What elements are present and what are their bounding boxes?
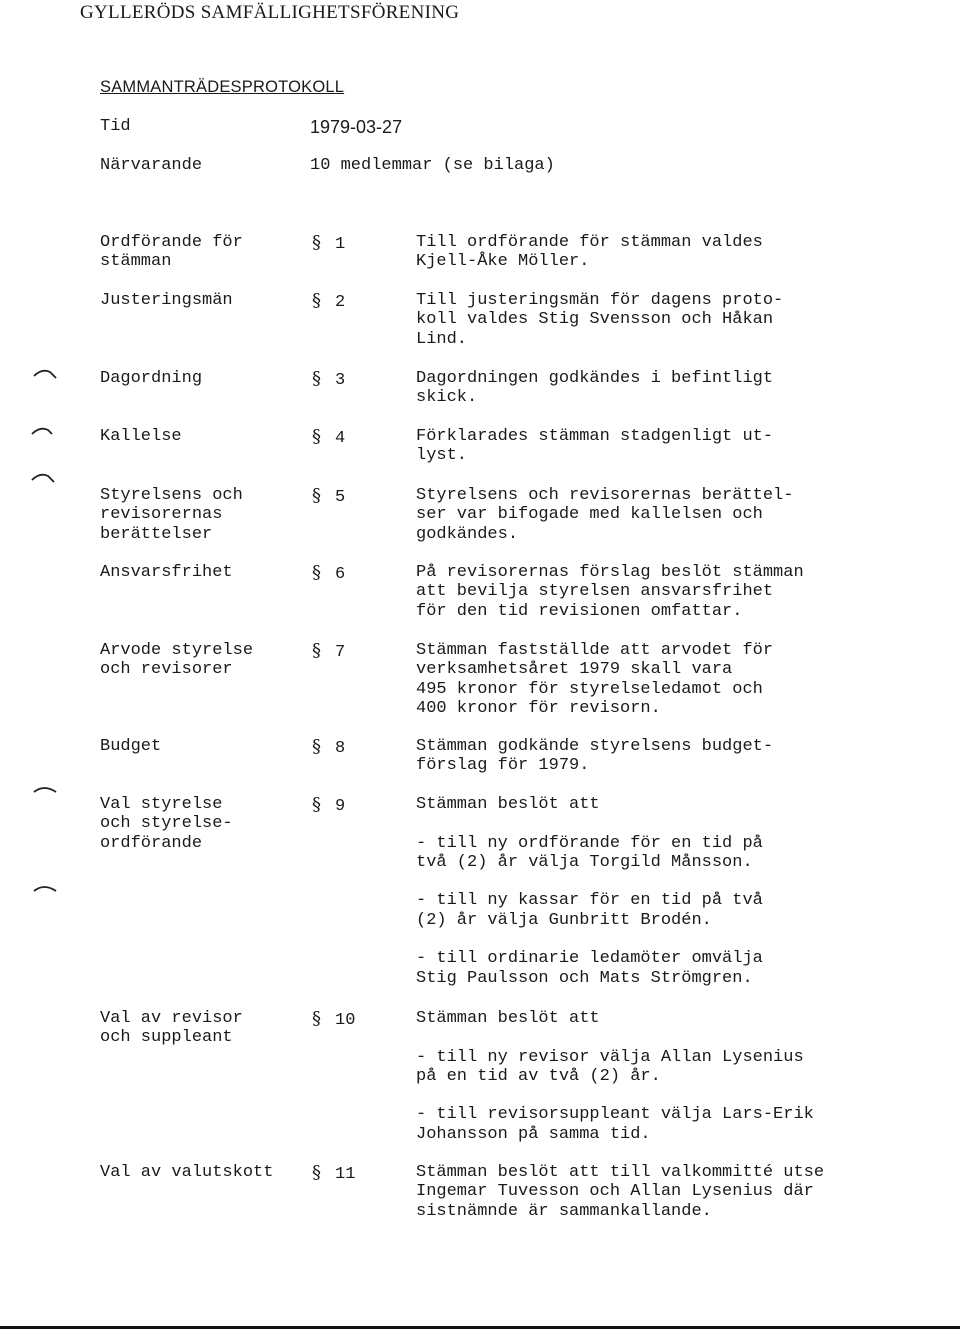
paragraph-number: 6	[335, 565, 346, 584]
item-topic: Ordförande för stämman	[100, 233, 243, 272]
item-body	[416, 233, 886, 272]
item-text: - till revisorsuppleant välja Lars-Erik Johansson på samma tid.	[416, 1105, 814, 1144]
paragraph-marker	[312, 641, 345, 662]
item-body	[416, 641, 886, 718]
section-sign-icon: §	[312, 736, 321, 757]
paragraph-marker	[312, 1009, 355, 1030]
paragraph-number: 11	[335, 1165, 356, 1184]
section-sign-icon: §	[312, 485, 321, 506]
item-topic: Val av revisor och suppleant	[100, 1009, 243, 1048]
date-label: Tid	[100, 117, 131, 136]
item-topic: Val av valutskott	[100, 1163, 274, 1182]
item-text: Förklarades stämman stadgenligt ut- lyst.	[416, 427, 774, 466]
attendees-label: Närvarande	[100, 156, 203, 175]
item-text: - till ordinarie ledamöter omvälja Stig Paulsson och Mats Strömgren.	[416, 949, 763, 988]
paragraph-marker	[312, 291, 345, 312]
paragraph-marker	[312, 369, 345, 390]
paragraph-marker	[312, 563, 345, 584]
section-sign-icon: §	[312, 562, 321, 583]
item-text: Styrelsens och revisorernas berättel- ser var bifogade med kallelsen och godkändes.	[416, 486, 794, 544]
date-value: 1979-03-27	[310, 117, 403, 137]
item-body	[416, 291, 886, 349]
item-body	[416, 1163, 886, 1221]
item-body	[416, 486, 886, 544]
section-sign-icon: §	[312, 368, 321, 389]
paragraph-marker	[312, 795, 345, 816]
paragraph-number: 7	[335, 643, 346, 662]
paragraph-marker	[312, 233, 345, 254]
item-text: - till ny revisor välja Allan Lysenius på en tid av två (2) år.	[416, 1047, 804, 1086]
paragraph-number: 10	[335, 1011, 356, 1030]
item-text: Till ordförande för stämman valdes Kjell-Åke Möller.	[416, 233, 763, 272]
item-topic: Val styrelse och styrelse- ordförande	[100, 795, 233, 853]
attendees-value: 10 medlemmar (se bilaga)	[310, 156, 555, 175]
paragraph-number: 3	[335, 371, 346, 390]
section-sign-icon: §	[312, 1008, 321, 1029]
item-text: Stämman godkände styrelsens budget- förslag för 1979.	[416, 737, 774, 776]
item-body	[416, 369, 886, 408]
section-sign-icon: §	[312, 426, 321, 447]
section-sign-icon: §	[312, 232, 321, 253]
margin-tick-mark	[32, 881, 60, 895]
item-text: På revisorernas förslag beslöt stämman att bevilja styrelsen ansvarsfrihet för den tid revisionen omfattar.	[416, 563, 804, 621]
margin-tick-mark	[30, 424, 58, 438]
paragraph-number: 8	[335, 739, 346, 758]
item-body	[416, 427, 886, 466]
item-topic: Kallelse	[100, 427, 182, 446]
paragraph-number: 9	[335, 797, 346, 816]
paragraph-number: 4	[335, 429, 346, 448]
paragraph-marker	[312, 1163, 355, 1184]
item-text: Till justeringsmän för dagens proto- koll valdes Stig Svensson och Håkan Lind.	[416, 291, 784, 349]
document-title: SAMMANTRÄDESPROTOKOLL	[100, 78, 345, 96]
item-topic: Justeringsmän	[100, 291, 233, 310]
item-text: Stämman beslöt att	[416, 1009, 600, 1028]
item-text: Stämman beslöt att	[416, 795, 600, 814]
section-sign-icon: §	[312, 1162, 321, 1183]
item-text: Stämman beslöt att till valkommitté utse Ingemar Tuvesson och Allan Lysenius där sistnämnde är sammankallande.	[416, 1163, 825, 1221]
item-topic: Dagordning	[100, 369, 203, 388]
item-body	[416, 1009, 886, 1144]
section-sign-icon: §	[312, 290, 321, 311]
margin-tick-mark	[30, 470, 58, 484]
item-body	[416, 563, 886, 621]
item-text: Stämman fastställde att arvodet för verksamhetsåret 1979 skall vara 495 kronor för styrelseledamot och 400 kronor för revisorn.	[416, 641, 774, 718]
paragraph-marker	[312, 486, 345, 507]
item-topic: Ansvarsfrihet	[100, 563, 233, 582]
bottom-rule	[0, 1326, 960, 1329]
item-text: - till ny kassar för en tid på två (2) år välja Gunbritt Brodén.	[416, 891, 763, 930]
item-body	[416, 795, 886, 988]
item-text: - till ny ordförande för en tid på två (2) år välja Torgild Månsson.	[416, 833, 763, 872]
paragraph-number: 5	[335, 488, 346, 507]
item-body	[416, 737, 886, 776]
margin-tick-mark	[32, 782, 60, 796]
paragraph-marker	[312, 737, 345, 758]
section-sign-icon: §	[312, 640, 321, 661]
item-text: Dagordningen godkändes i befintligt skick.	[416, 369, 774, 408]
margin-tick-mark	[32, 366, 60, 380]
paragraph-number: 1	[335, 235, 346, 254]
paragraph-marker	[312, 427, 345, 448]
section-sign-icon: §	[312, 794, 321, 815]
item-topic: Styrelsens och revisorernas berättelser	[100, 486, 243, 544]
organization-name: GYLLERÖDS SAMFÄLLIGHETSFÖRENING	[80, 2, 460, 23]
item-topic: Arvode styrelse och revisorer	[100, 641, 254, 680]
item-topic: Budget	[100, 737, 162, 756]
paragraph-number: 2	[335, 293, 346, 312]
